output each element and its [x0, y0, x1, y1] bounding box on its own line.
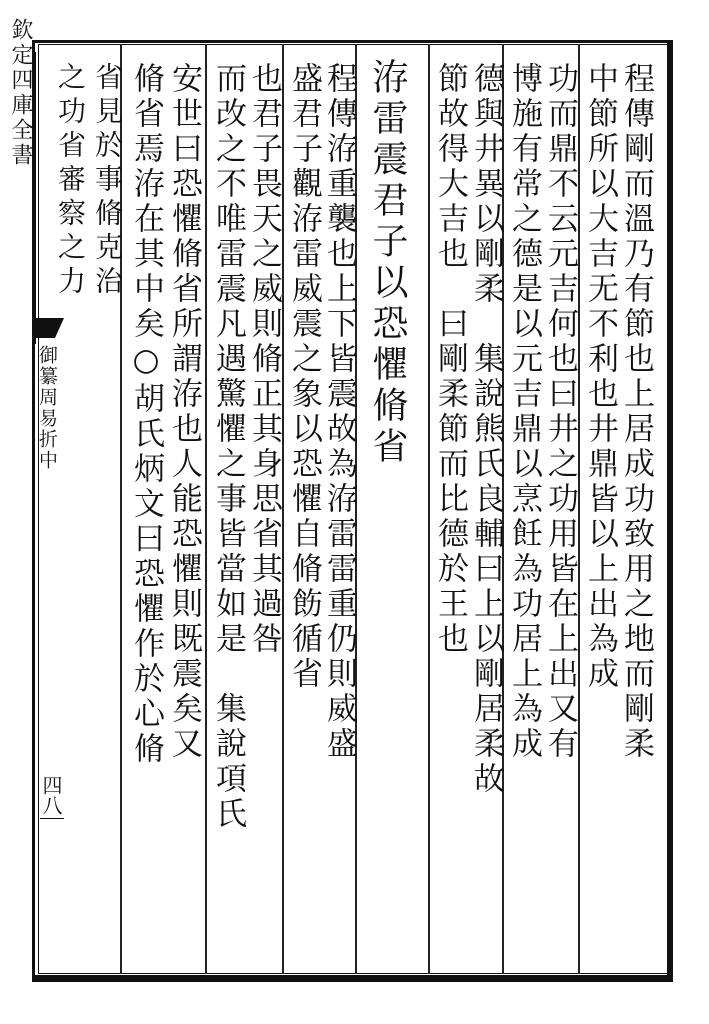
text-column-14: 省見於事脩克治 — [91, 62, 124, 300]
text-column-5: 德與井異以剛柔 集說熊氏良輔曰上以剛居柔故 — [468, 62, 504, 797]
text-column-3: 功而鼎不云元吉何也曰井之功用皆在上出又有 — [542, 62, 578, 762]
column-rule — [578, 44, 580, 974]
text-column-4: 博施有常之德是以元吉鼎以烹飪為功居上為成 — [506, 62, 542, 762]
book-subtitle: 御纂周易折中 — [36, 345, 58, 471]
book-title: 欽定四庫全書 — [8, 18, 33, 168]
margin-band — [0, 40, 36, 982]
bottom-border — [32, 976, 673, 982]
right-border — [668, 40, 673, 982]
page-number-rule — [40, 818, 64, 819]
text-column-11: 而改之不唯雷震凡遇驚懼之事皆當如是 集說項氏 — [210, 62, 246, 832]
text-column-10: 也君子畏天之威則脩正其身思省其過咎 — [246, 62, 282, 657]
text-column-13: 脩省焉洊在其中矣○胡氏炳文曰恐懼作於心脩 — [128, 62, 164, 767]
text-column-9: 盛君子觀洊雷威震之象以恐懼自脩飭循省 — [286, 62, 322, 692]
column-rule — [205, 44, 207, 974]
text-column-12: 安世曰恐懼脩省所謂洊也人能恐懼則既震矣又 — [166, 62, 202, 762]
text-column-15: 之功省審察之力 — [54, 62, 87, 300]
text-column-2: 中節所以大吉无不利也井鼎皆以上出為成 — [582, 62, 618, 692]
column-rule — [428, 44, 430, 974]
text-column-6: 節故得大吉也 曰剛柔節而比德於王也 — [432, 62, 468, 657]
text-column-1: 程傳剛而溫乃有節也上居成功致用之地而剛柔 — [618, 62, 654, 762]
column-rule — [282, 44, 284, 974]
page-number: 四八 — [39, 775, 63, 815]
text-column-8: 程傳洊重襲也上下皆震故為洊雷雷重仍則威盛 — [321, 62, 357, 762]
hexagram-heading: 洊雷震君子以恐懼脩省 — [367, 58, 408, 468]
